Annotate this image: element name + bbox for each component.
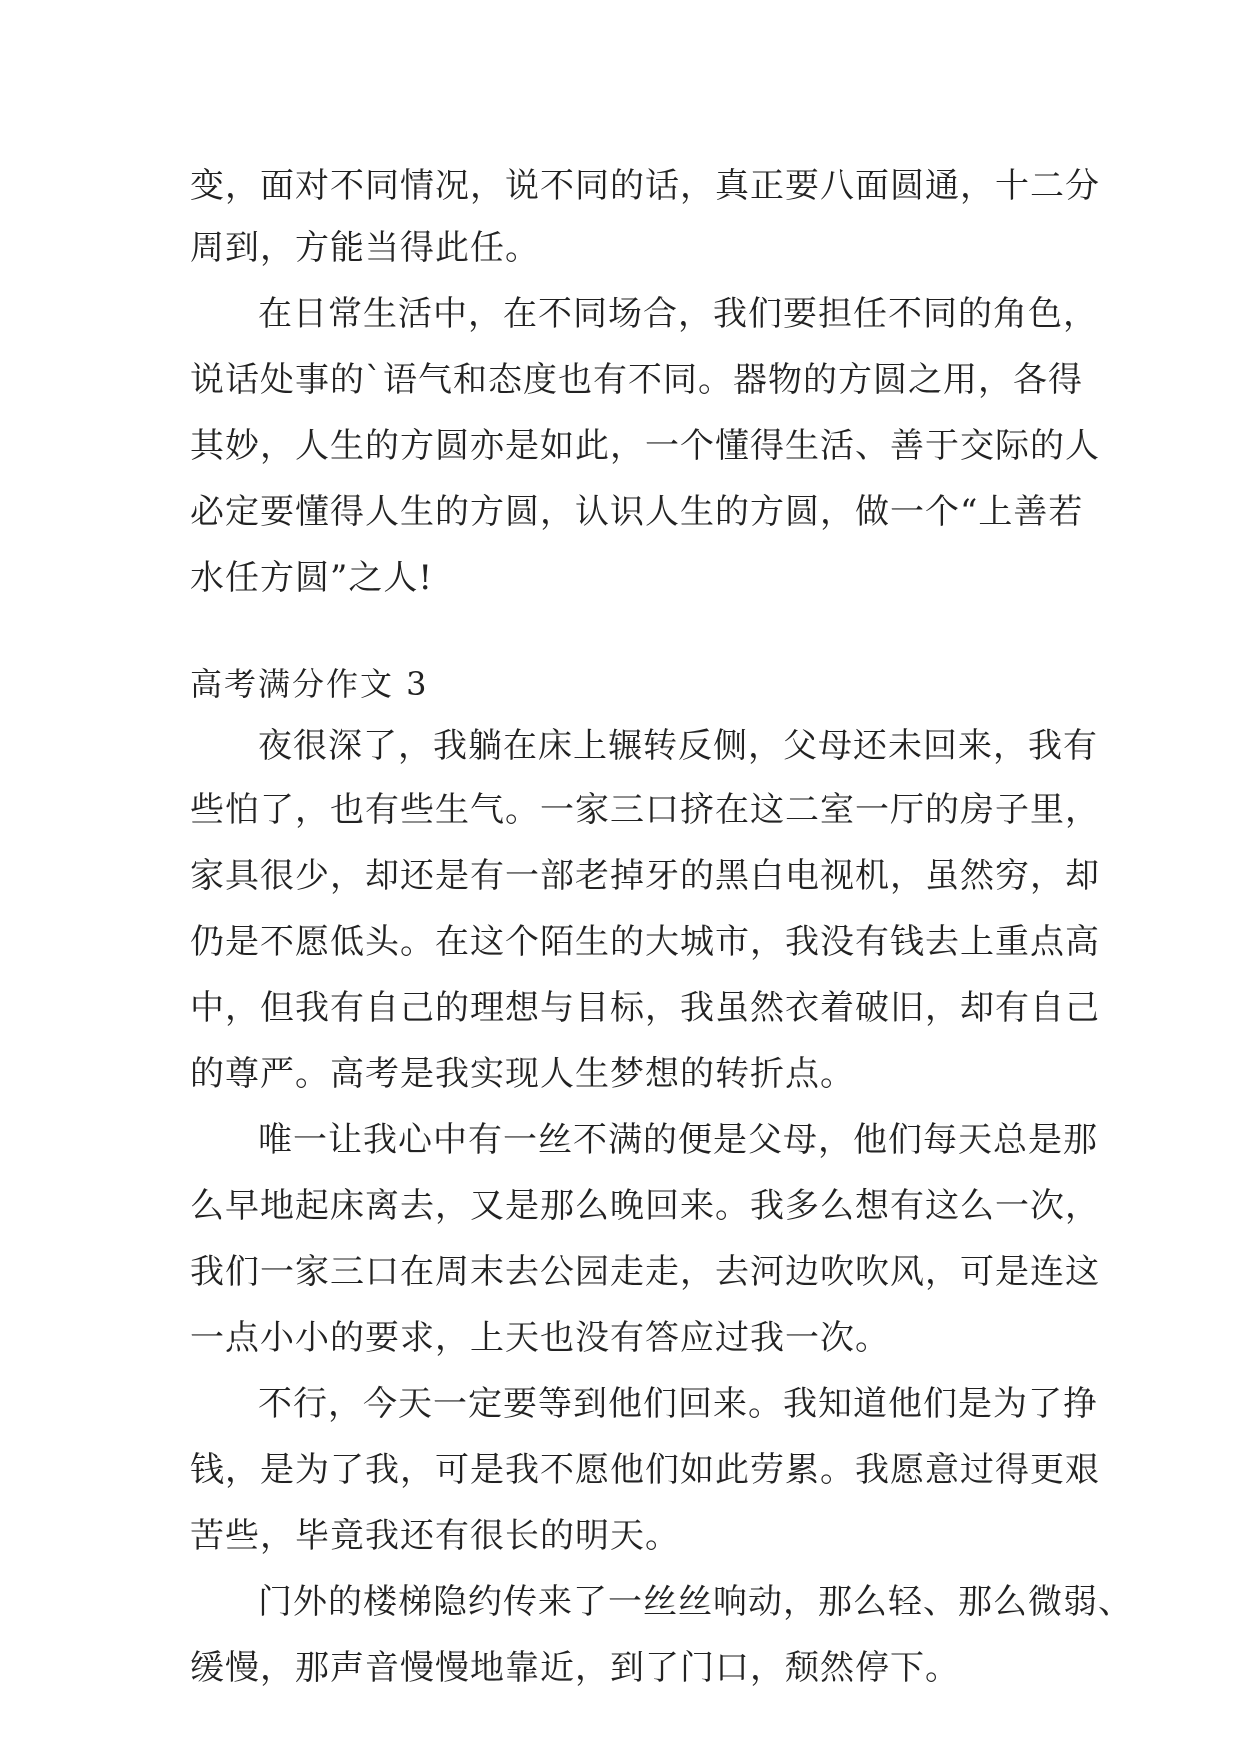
paragraph-line: 唯一让我心中有一丝不满的便是父母，他们每天总是那 (258, 1120, 1098, 1160)
section-heading: 高考满分作文 3 (190, 665, 429, 703)
paragraph-line: 水任方圆”之人! (190, 558, 434, 598)
paragraph-line: 我们一家三口在周末去公园走走，去河边吹吹风，可是连这 (190, 1252, 1100, 1292)
paragraph-line: 钱，是为了我，可是我不愿他们如此劳累。我愿意过得更艰 (190, 1450, 1100, 1490)
paragraph-line: 一点小小的要求，上天也没有答应过我一次。 (190, 1318, 890, 1358)
paragraph-line: 夜很深了，我躺在床上辗转反侧，父母还未回来，我有 (258, 726, 1098, 766)
paragraph-line: 中，但我有自己的理想与目标，我虽然衣着破旧，却有自己 (190, 988, 1100, 1028)
paragraph-line: 门外的楼梯隐约传来了一丝丝响动，那么轻、那么微弱、 (258, 1582, 1133, 1622)
paragraph-line: 些怕了，也有些生气。一家三口挤在这二室一厅的房子里， (190, 790, 1100, 830)
paragraph-line: 缓慢，那声音慢慢地靠近，到了门口，颓然停下。 (190, 1648, 960, 1688)
paragraph-line: 么早地起床离去，又是那么晚回来。我多么想有这么一次， (190, 1186, 1100, 1226)
paragraph-line: 不行，今天一定要等到他们回来。我知道他们是为了挣 (258, 1384, 1098, 1424)
paragraph-line: 其妙，人生的方圆亦是如此，一个懂得生活、善于交际的人 (190, 426, 1100, 466)
paragraph-line: 苦些，毕竟我还有很长的明天。 (190, 1516, 680, 1556)
paragraph-line: 的尊严。高考是我实现人生梦想的转折点。 (190, 1054, 855, 1094)
paragraph-line: 周到，方能当得此任。 (190, 228, 540, 268)
paragraph-line: 说话处事的`语气和态度也有不同。器物的方圆之用，各得 (190, 360, 1083, 400)
paragraph-line: 仍是不愿低头。在这个陌生的大城市，我没有钱去上重点高 (190, 922, 1100, 962)
paragraph-line: 在日常生活中，在不同场合，我们要担任不同的角色， (258, 294, 1098, 334)
paragraph-line: 变，面对不同情况，说不同的话，真正要八面圆通，十二分 (190, 166, 1100, 206)
paragraph-line: 家具很少，却还是有一部老掉牙的黑白电视机，虽然穷，却 (190, 856, 1100, 896)
paragraph-line: 必定要懂得人生的方圆，认识人生的方圆，做一个“上善若 (190, 492, 1084, 532)
